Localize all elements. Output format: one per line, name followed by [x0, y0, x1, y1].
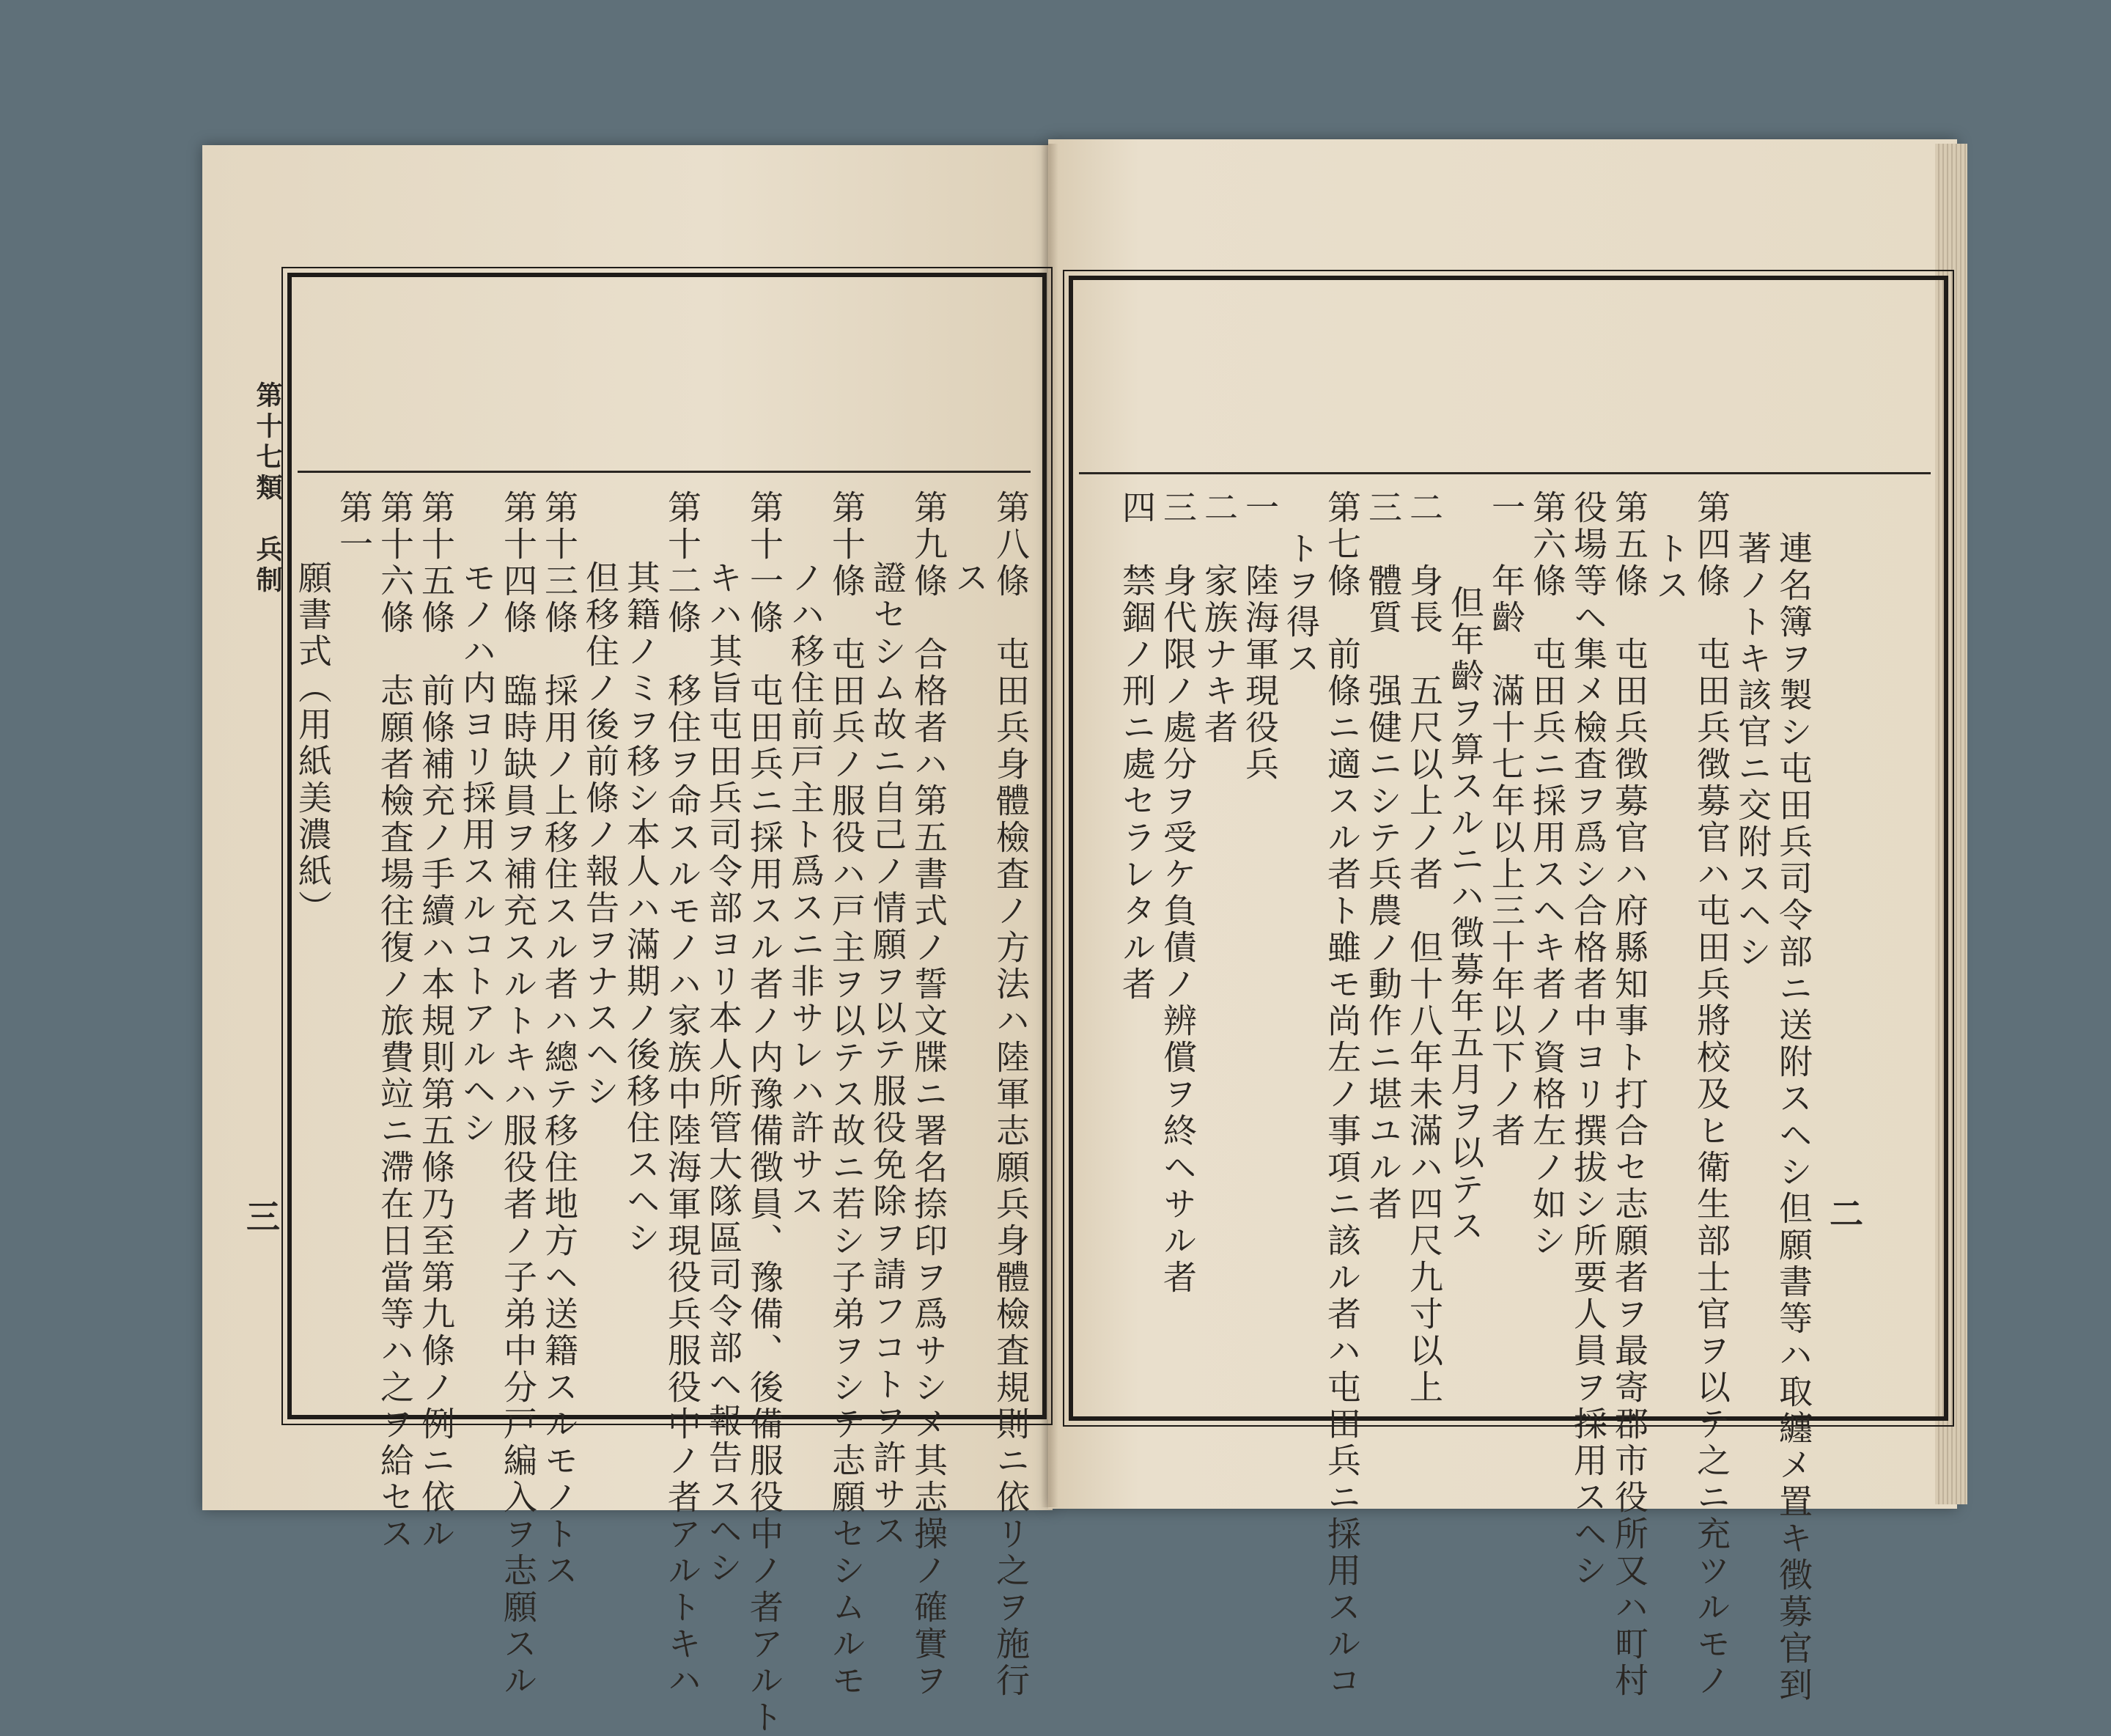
text-column: 二 身長 五尺以上ノ者 但十八年未滿ハ四尺九寸以上	[1404, 490, 1444, 1406]
text-column: 役場等ヘ集メ檢査ヲ爲シ合格者中ヨリ撰拔シ所要人員ヲ採用スヘシ	[1569, 490, 1608, 1589]
text-column: キハ其旨屯田兵司令部ヨリ本人所管大隊區司令部ヘ報告スヘシ	[704, 560, 743, 1586]
text-column: 著ノトキ該官ニ交附スヘシ	[1733, 531, 1772, 971]
text-column: 連名簿ヲ製シ屯田兵司令部ニ送附スヘシ但願書等ハ取纏メ置キ徴募官到	[1774, 531, 1813, 1704]
text-column: ノハ移住前戸主ト爲スニ非サレハ許サス	[786, 560, 825, 1220]
text-column: 第十二條 移住ヲ命スルモノハ家族中陸海軍現役兵服役中ノ者アルトキハ	[663, 490, 702, 1699]
right-page-number: 二	[1830, 1194, 1863, 1234]
text-column: 第七條 前條ニ適スル者ト雖モ尚左ノ事項ニ該ル者ハ屯田兵ニ採用スルコ	[1322, 490, 1362, 1699]
text-column: 第六條 屯田兵ニ採用スヘキ者ノ資格左ノ如シ	[1528, 490, 1567, 1259]
text-column: 三 體質 强健ニシテ兵農ノ動作ニ堪ユル者	[1363, 490, 1403, 1223]
text-column: 第一	[334, 490, 374, 563]
left-header-rule	[298, 471, 1031, 473]
text-column: 第五條 屯田兵徴募官ハ府縣知事ト打合セ志願者ヲ最寄郡市役所又ハ町村	[1610, 490, 1649, 1699]
text-column: 第十四條 臨時缺員ヲ補充スルトキハ服役者ノ子弟中分戸編入ヲ志願スル	[498, 490, 538, 1699]
text-column: 三 身代限ノ處分ヲ受ケ負債ノ辨償ヲ終ヘサル者	[1158, 490, 1198, 1296]
text-column: 第十三條 採用ノ上移住スル者ハ總テ移住地方ヘ送籍スルモノトス	[539, 490, 579, 1589]
text-column: 第十一條 屯田兵ニ採用スル者ノ内豫備徴員、豫備、後備服役中ノ者アルト	[745, 490, 784, 1736]
right-header-rule	[1079, 472, 1931, 474]
text-column: 證セシム故ニ自己ノ情願ヲ以テ服役免除ヲ請フコトヲ許サス	[868, 560, 907, 1550]
text-column: 但年齡ヲ算スルニハ徴募年五月ヲ以テス	[1445, 585, 1485, 1245]
text-column: 第十六條 志願者檢査場往復ノ旅費竝ニ滯在日當等ハ之ヲ給セス	[375, 490, 415, 1553]
category-label: 第十七類 兵制	[252, 381, 283, 597]
text-column: 但移住ノ後前條ノ報告ヲナスヘシ	[581, 560, 620, 1110]
text-column: モノハ内ヨリ採用スルコトアルヘシ	[457, 560, 497, 1147]
text-column: 二 家族ナキ者	[1199, 490, 1239, 746]
text-column: 四 禁錮ノ刑ニ處セラレタル者	[1117, 490, 1157, 1003]
text-column: 第四條 屯田兵徴募官ハ屯田兵將校及ヒ衛生部士官ヲ以テ之ニ充ツルモノ	[1692, 490, 1731, 1699]
text-column: トス	[1651, 531, 1690, 604]
text-column: 第九條 合格者ハ第五書式ノ誓文牒ニ署名捺印ヲ爲サシメ其志操ノ確實ヲ	[909, 490, 948, 1699]
text-column: ス	[950, 560, 990, 597]
text-column: 一 年齡 滿十七年以上三十年以下ノ者	[1486, 490, 1526, 1150]
text-column: 願書式（用紙美濃紙）	[293, 560, 333, 927]
left-page-number: 三	[246, 1197, 280, 1237]
text-column: 第十五條 前條補充ノ手續ハ本規則第五條乃至第九條ノ例ニ依ル	[416, 490, 456, 1553]
text-column: 第八條 屯田兵身體檢査ノ方法ハ陸軍志願兵身體檢査規則ニ依リ之ヲ施行	[991, 490, 1031, 1699]
text-column: 一 陸海軍現役兵	[1240, 490, 1280, 783]
text-column: 其籍ノミヲ移シ本人ハ滿期ノ後移住スヘシ	[622, 560, 661, 1257]
text-column: トヲ得ス	[1281, 531, 1321, 677]
text-column: 第十條 屯田兵ノ服役ハ戸主ヲ以テス故ニ若シ子弟ヲシテ志願セシムルモ	[827, 490, 866, 1699]
